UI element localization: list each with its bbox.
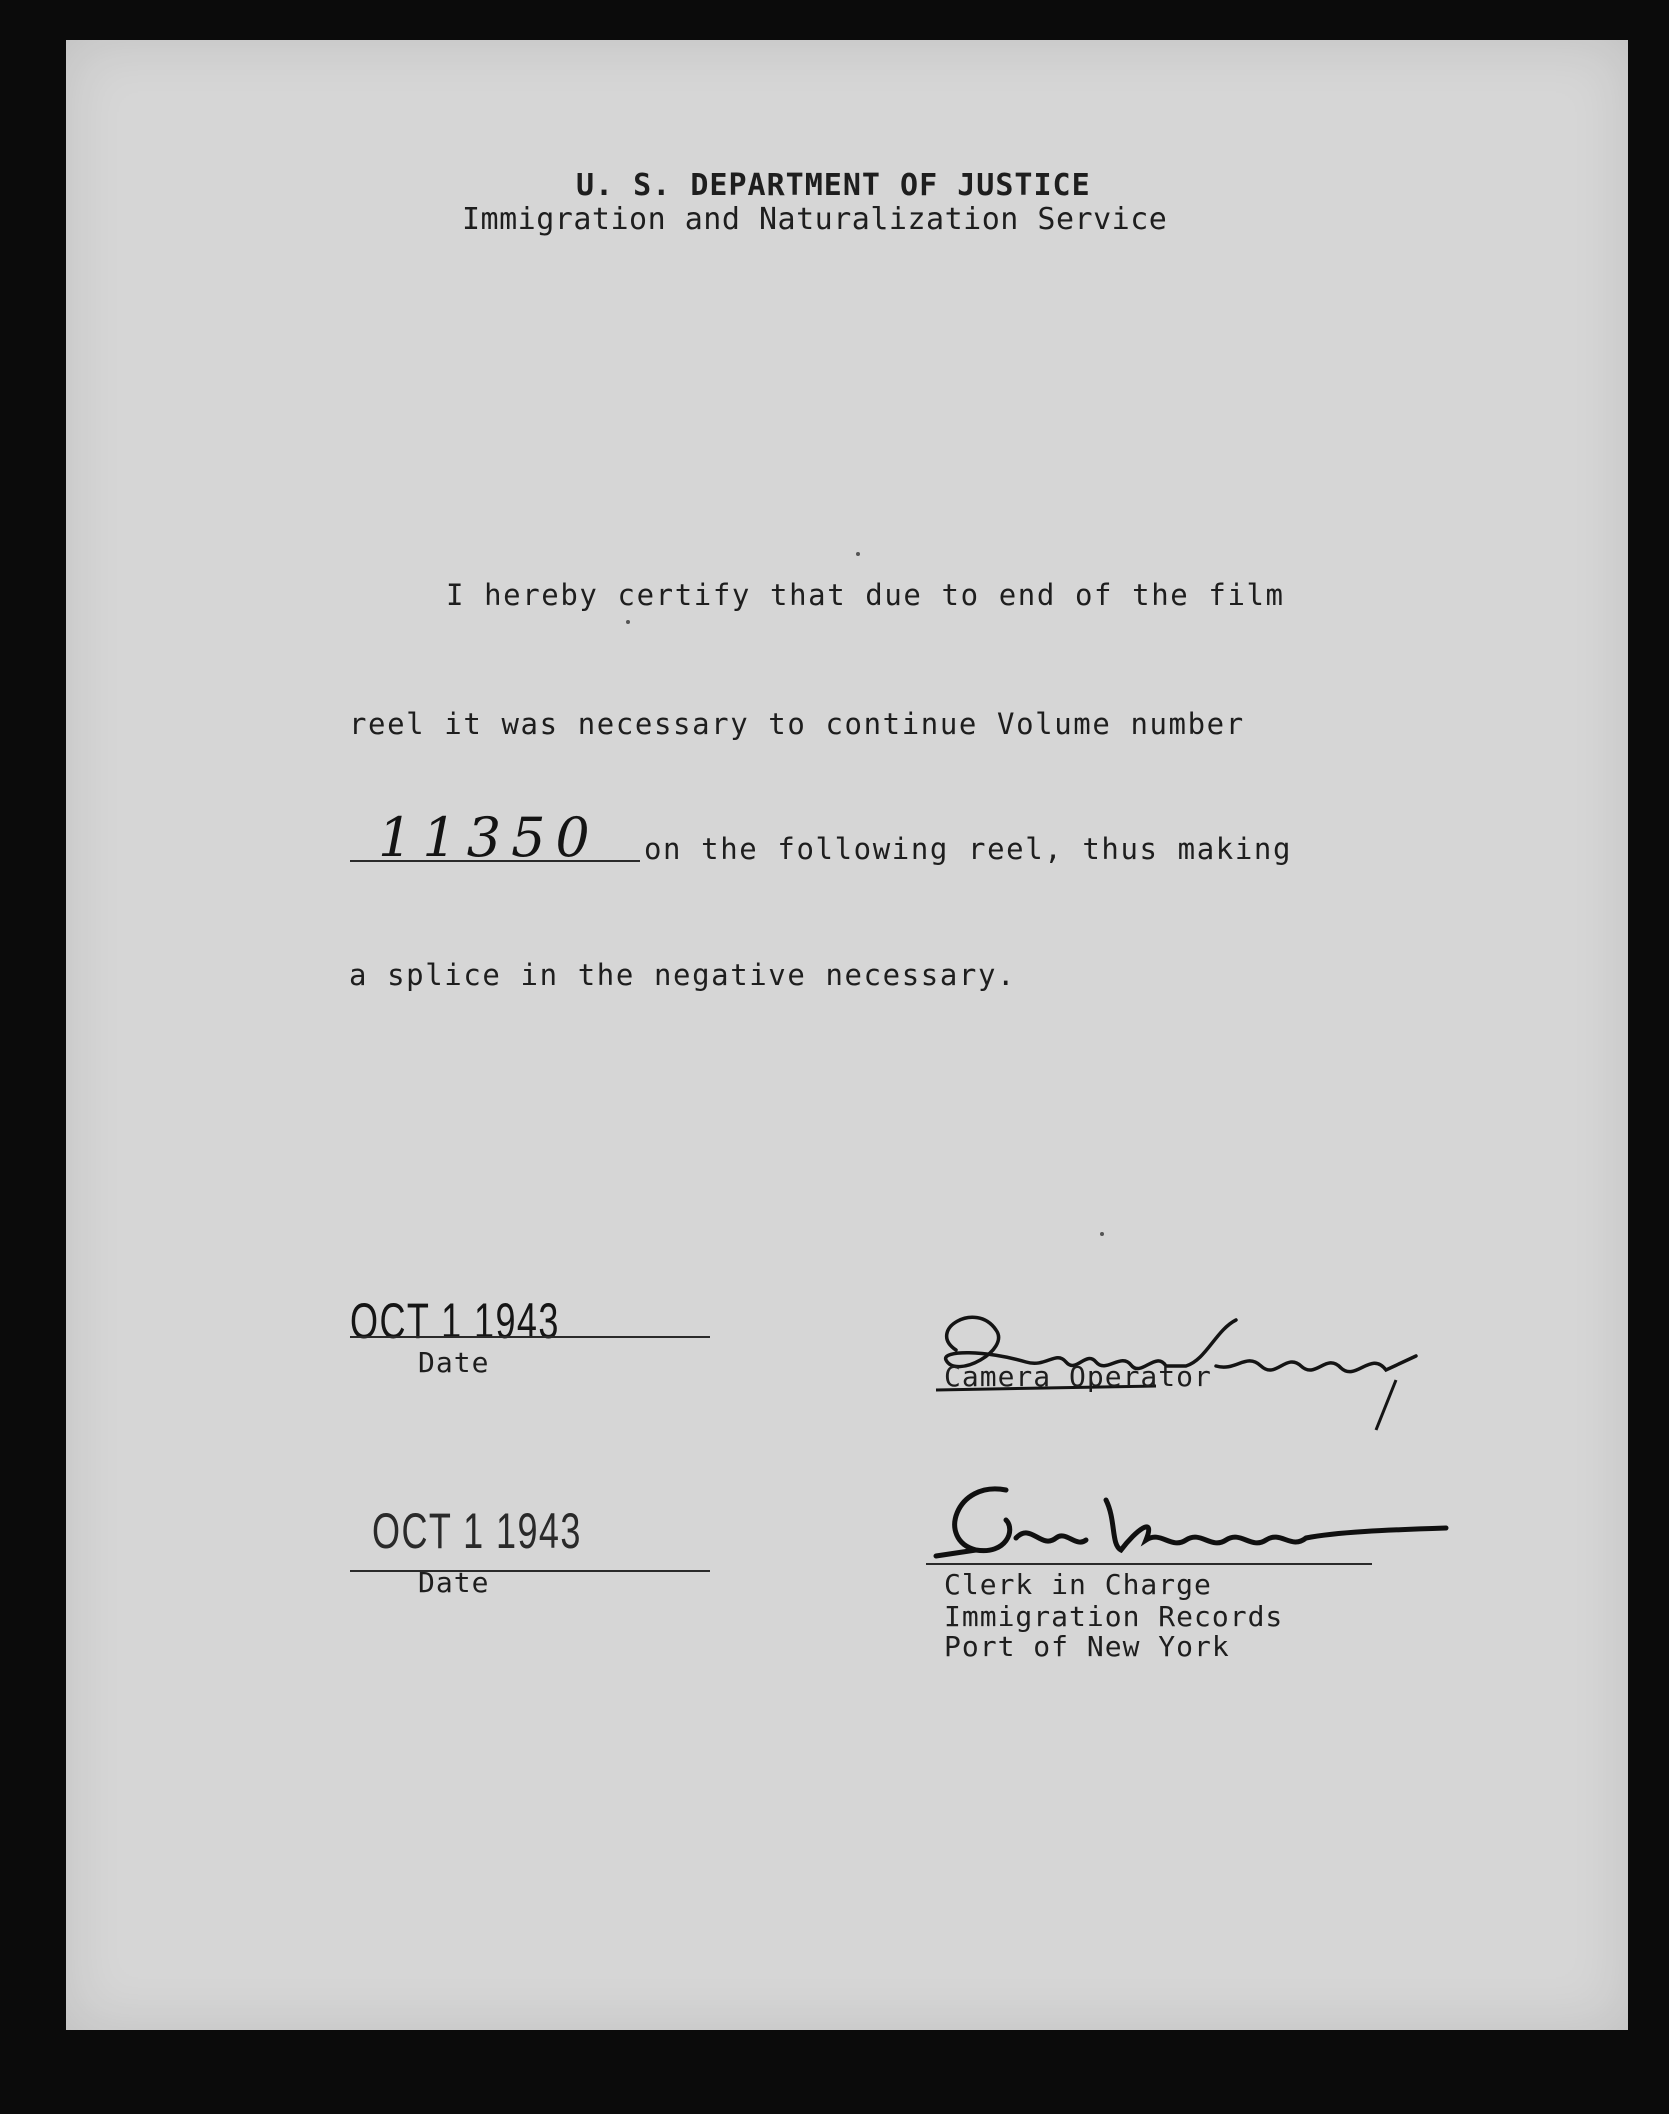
camera-operator-label: Camera Operator xyxy=(944,1360,1212,1393)
date-stamp-2: OCT 1 1943 xyxy=(372,1503,582,1559)
clerk-label-line-2: Immigration Records xyxy=(944,1600,1284,1633)
certification-line-1: I hereby certify that due to end of the film xyxy=(446,578,1285,612)
date-line-2 xyxy=(350,1570,710,1572)
clerk-signature-line xyxy=(926,1563,1372,1565)
date-label-1: Date xyxy=(418,1346,490,1379)
certification-line-4: a splice in the negative necessary. xyxy=(349,958,1017,992)
date-stamp-1: OCT 1 1943 xyxy=(350,1293,560,1349)
dust-speck xyxy=(856,552,860,556)
certification-line-2: reel it was necessary to continue Volume number xyxy=(349,707,1245,741)
header-service: Immigration and Naturalization Service xyxy=(462,202,1168,237)
clerk-label-line-1: Clerk in Charge xyxy=(944,1568,1212,1601)
dust-speck xyxy=(626,620,630,624)
date-line-1 xyxy=(350,1336,710,1338)
header-department: U. S. DEPARTMENT OF JUSTICE xyxy=(576,168,1091,203)
date-label-2: Date xyxy=(418,1566,490,1599)
volume-number-handwritten: 11350 xyxy=(378,806,600,869)
clerk-label-line-3: Port of New York xyxy=(944,1630,1230,1663)
certification-line-3: on the following reel, thus making xyxy=(644,832,1293,866)
dust-speck xyxy=(1100,1232,1104,1236)
clerk-in-charge-signature xyxy=(916,1460,1476,1570)
document-page xyxy=(66,40,1628,2030)
